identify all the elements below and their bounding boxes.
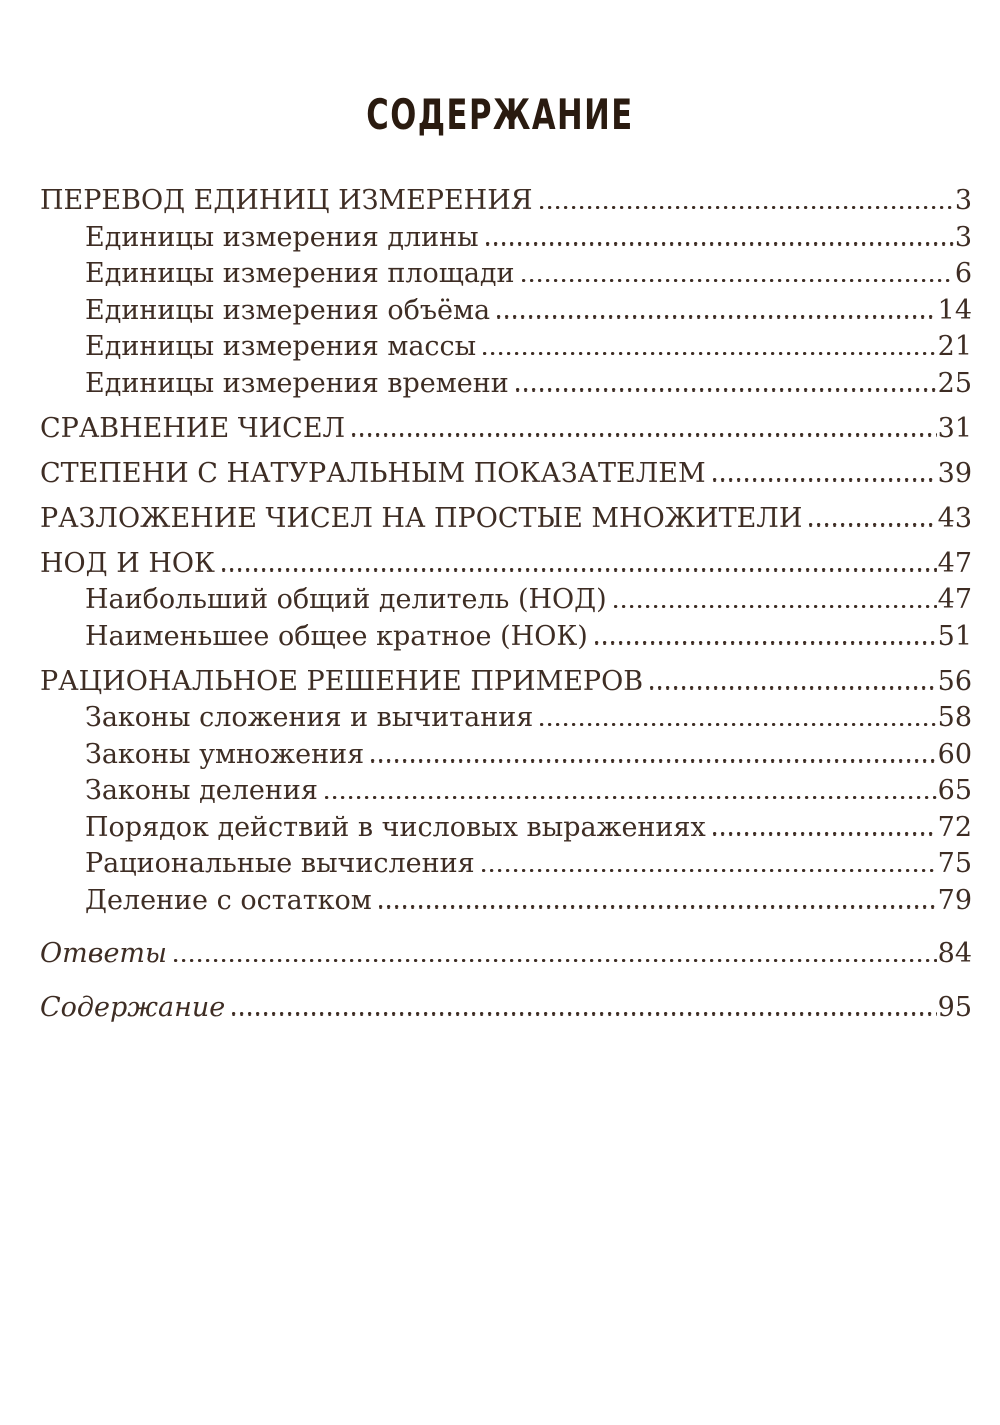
dot-leader [232,1012,936,1015]
toc-entry [40,293,972,330]
toc-entry-label: Законы умножения [85,738,365,770]
toc-entry-label: Единицы измерения площади [85,258,515,289]
toc-entry-page: 3 [954,221,972,253]
toc-entry-label: ПЕРЕВОД ЕДИНИЦ ИЗМЕРЕНИЯ [40,185,533,216]
toc-entry-page: 60 [937,738,972,770]
toc-entry [40,366,972,403]
toc-entry-page: 72 [937,811,972,843]
dot-leader [713,478,937,481]
dot-leader [222,568,937,571]
toc-entry-label: Единицы измерения длины [85,221,479,253]
toc-entry-page: 65 [937,775,972,806]
page-title: СОДЕРЖАНИЕ [366,90,634,139]
toc-entry-label: Наибольший общий делитель (НОД) [85,584,607,615]
toc-entry-page: 56 [937,665,972,697]
toc-entry-page: 58 [937,702,972,733]
toc-list [40,183,972,1026]
dot-leader [174,959,937,962]
toc-entry-label: СТЕПЕНИ С НАТУРАЛЬНЫМ ПОКАЗАТЕЛЕМ [40,457,706,489]
toc-page [0,92,1000,1425]
dot-leader [522,279,954,282]
toc-entry [40,183,972,220]
toc-entry-label: Порядок действий в числовых выражениях [85,811,706,843]
toc-entry-page: 75 [937,848,972,879]
dot-leader [809,523,936,526]
toc-entry-label: Единицы измерения массы [85,331,477,362]
toc-entry [40,883,972,920]
toc-entry-page: 31 [937,412,972,444]
toc-entry [40,990,972,1027]
toc-entry-page: 3 [954,185,972,216]
toc-entry-label: НОД И НОК [40,547,215,579]
toc-entry [40,501,972,538]
toc-entry-page: 25 [937,367,972,399]
toc-entry-page: 79 [937,884,972,916]
toc-entry-label: Единицы измерения времени [85,367,509,399]
toc-entry-page: 21 [937,331,972,362]
dot-leader [379,905,937,908]
toc-entry [40,846,972,883]
dot-leader [595,641,937,644]
toc-entry [40,220,972,257]
dot-leader [371,759,937,762]
toc-entry [40,664,972,701]
toc-entry-page: 47 [937,547,972,579]
toc-entry [40,256,972,293]
toc-entry-page: 51 [937,620,972,652]
toc-entry [40,737,972,774]
dot-leader [482,869,937,872]
toc-entry [40,329,972,366]
toc-entry-page: 47 [937,584,972,615]
dot-leader [486,242,954,245]
toc-entry-page: 43 [937,502,972,534]
dot-leader [352,433,937,436]
toc-entry [40,411,972,448]
dot-leader [325,796,937,799]
toc-entry-label: РАЦИОНАЛЬНОЕ РЕШЕНИЕ ПРИМЕРОВ [40,665,644,697]
toc-entry-label: Наименьшее общее кратное (НОК) [85,620,588,652]
toc-entry-page: 14 [937,294,972,326]
toc-entry [40,810,972,847]
toc-entry [40,700,972,737]
toc-entry-page: 84 [937,938,972,969]
toc-entry [40,546,972,583]
toc-entry-label: Законы сложения и вычитания [85,702,534,733]
dot-leader [713,832,937,835]
toc-entry [40,456,972,493]
toc-entry [40,582,972,619]
toc-entry-label: Ответы [40,938,168,969]
dot-leader [516,388,937,391]
toc-entry [40,773,972,810]
dot-leader [614,605,937,608]
toc-entry-page: 6 [954,258,972,289]
toc-entry-label: Рациональные вычисления [85,848,475,879]
toc-entry-page: 39 [937,457,972,489]
toc-entry-label: РАЗЛОЖЕНИЕ ЧИСЕЛ НА ПРОСТЫЕ МНОЖИТЕЛИ [40,502,803,534]
toc-entry-label: Содержание [40,991,226,1023]
dot-leader [483,352,936,355]
dot-leader [650,686,937,689]
toc-entry-label: Деление с остатком [85,884,372,916]
toc-entry-page: 95 [937,991,972,1023]
toc-entry [40,619,972,656]
dot-leader [540,723,936,726]
toc-entry-label: СРАВНЕНИЕ ЧИСЕЛ [40,412,346,444]
toc-entry-label: Единицы измерения объёма [85,294,491,326]
toc-entry-label: Законы деления [85,775,318,806]
toc-entry [40,936,972,973]
dot-leader [497,315,937,318]
dot-leader [540,206,954,209]
